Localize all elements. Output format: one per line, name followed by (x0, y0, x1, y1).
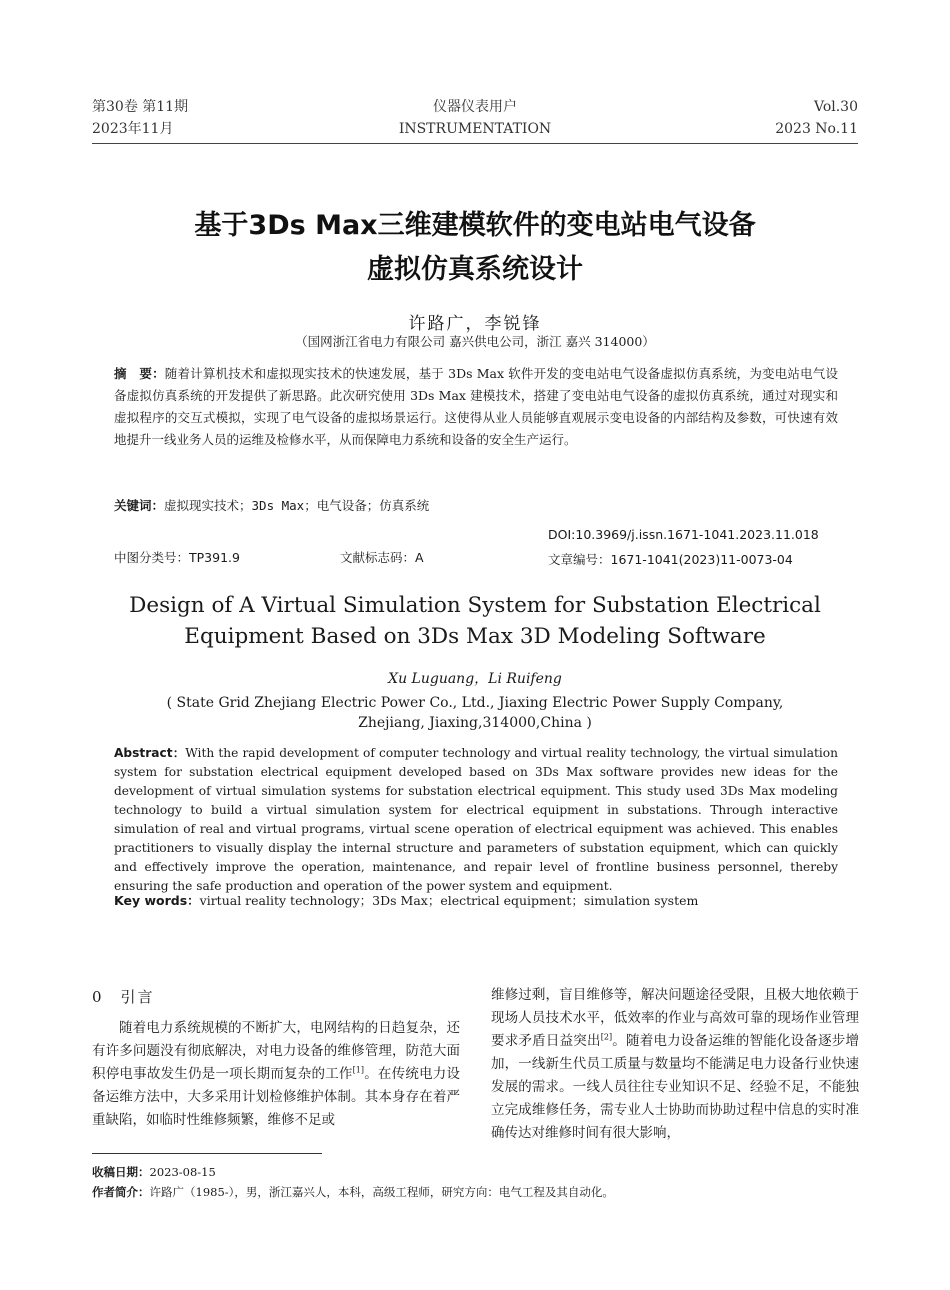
journal-name-cn: 仪器仪表用户 (433, 99, 517, 115)
authors-cn: 许路广，李锐锋 (408, 314, 542, 334)
keywords-en-text: virtual reality technology；3Ds Max；electrical equipment；simulation system (199, 893, 699, 908)
body-column-left (92, 1017, 460, 1132)
body-text: 随着电力系统规模的不断扩大，电网结构的日趋复杂，还有许多问题没有彻底解决，对电力设备的维修管理，防范大面积停电事故发生仍是一项长期而复杂的工作 (92, 1020, 460, 1082)
body-paragraph (491, 984, 859, 1145)
author-bio-text: 许路广（1985-），男，浙江嘉兴人，本科，高级工程师，研究方向：电气工程及其自动化。 (149, 1185, 614, 1199)
title-en-line-2: Equipment Based on 3Ds Max 3D Modeling Software (184, 624, 766, 649)
article-number: 文章编号：1671-1041(2023)11-0073-04 (548, 552, 793, 567)
abstract-en (114, 744, 838, 896)
keywords-cn (114, 496, 429, 514)
received-date (92, 1163, 216, 1182)
journal-name-en: INSTRUMENTATION (398, 121, 552, 137)
abstract-en-label: Abstract： (114, 746, 186, 760)
title-en (60, 590, 890, 652)
header-center (300, 96, 650, 140)
body-text: 维修过剩，盲目维修等，解决问题途径受限，且极大地依赖于现场人员技术水平，低效率的作业与高效可靠的现场作业管理要求矛盾日益突出 (491, 987, 859, 1049)
title-cn-line-2: 虚拟仿真系统设计 (367, 254, 583, 285)
abstract-cn-label: 摘 要： (114, 366, 165, 381)
author-bio (92, 1183, 614, 1202)
volume-issue-cn: 第30卷 第11期 (92, 99, 189, 115)
section-heading-introduction: 0 引言 (92, 988, 155, 1006)
title-en-line-1: Design of A Virtual Simulation System for Substation Electrical (129, 593, 821, 618)
abstract-cn-text: 随着计算机技术和虚拟现实技术的快速发展，基于 3Ds Max 软件开发的变电站电气设备虚拟仿真系统，为变电站电气设备虚拟仿真系统的开发提供了新思路。此次研究使用 3Ds Max 建模技术，搭建了变电站电气设备的虚拟仿真系统，通过对现实和虚拟程序的交互式模拟，实现了电气设备的虚拟场景运行。这使得从业人员能够直观展示变电设备的内部结构及参数，可快速有效地提升一线业务人员的运维及检修水平，从而保障电力系统和设备的安全生产运行。 (114, 366, 838, 447)
keywords-cn-label: 关键词： (114, 498, 165, 513)
title-cn-line-1: 基于3Ds Max三维建模软件的变电站电气设备 (194, 210, 756, 241)
date-cn: 2023年11月 (92, 121, 174, 137)
header-rule (92, 143, 858, 144)
keywords-cn-text: 虚拟现实技术；3Ds Max；电气设备；仿真系统 (164, 498, 430, 513)
volume-en: Vol.30 (814, 99, 858, 115)
doi: DOI:10.3969/j.issn.1671-1041.2023.11.018 (548, 527, 819, 542)
header-left (92, 96, 188, 140)
body-paragraph (92, 1017, 460, 1132)
authors-en: Xu Luguang，Li Ruifeng (388, 671, 562, 687)
footnote-rule (92, 1153, 322, 1154)
abstract-en-text: With the rapid development of computer technology and virtual reality technology, the virtual simulation system for substation electrical equipment developed based on 3Ds Max software provides new ideas for the development of virtual simulation systems for substation electrical equipment. This study used 3Ds Max modeling technology to build a virtual simulation system for electrical equipment in substations. Through interactive simulation of real and virtual programs, virtual scene operation of electrical equipment was achieved. This enables practitioners to visually display the internal structure and parameters of substation equipment, which can quickly and effectively improve the operation, maintenance, and repair level of frontline business personnel, thereby ensuring the safe production and operation of the power system and equipment. (114, 746, 838, 893)
received-label: 收稿日期： (92, 1165, 150, 1179)
citation-ref[interactable]: [2] (600, 1032, 613, 1042)
body-column-right (491, 984, 859, 1145)
received-value: 2023-08-15 (149, 1165, 216, 1179)
clc-number: 中图分类号：TP391.9 (114, 550, 240, 565)
issue-en: 2023 No.11 (775, 121, 858, 137)
title-cn (80, 204, 870, 292)
abstract-cn (114, 363, 838, 451)
citation-ref[interactable]: [1] (352, 1065, 364, 1075)
author-bio-label: 作者简介： (92, 1185, 150, 1199)
body-text: 。在传统电力设备运维方法中，大多采用计划检修维护体制。其本身存在着严重缺陷，如临时性维修频繁，维修不足或 (92, 1066, 461, 1128)
affiliation-en: ( State Grid Zhejiang Electric Power Co., Ltd., Jiaxing Electric Power Supply Company, Zhejiang, Jiaxing,314000,China ) (166, 695, 784, 731)
affiliation-cn: （国网浙江省电力有限公司 嘉兴供电公司，浙江 嘉兴 314000） (295, 334, 655, 349)
document-code: 文献标志码：A (340, 550, 424, 565)
header-right (775, 96, 858, 140)
keywords-en (114, 891, 698, 909)
body-text: 。随着电力设备运维的智能化设备逐步增加，一线新生代员工质量与数量均不能满足电力设备行业快速发展的需求。一线人员往往专业知识不足、经验不足，不能独立完成维修任务，需专业人士协助而协助过程中信息的实时准确传达对维修时间有很大影响， (491, 1033, 860, 1141)
keywords-en-label: Key words： (114, 893, 200, 908)
